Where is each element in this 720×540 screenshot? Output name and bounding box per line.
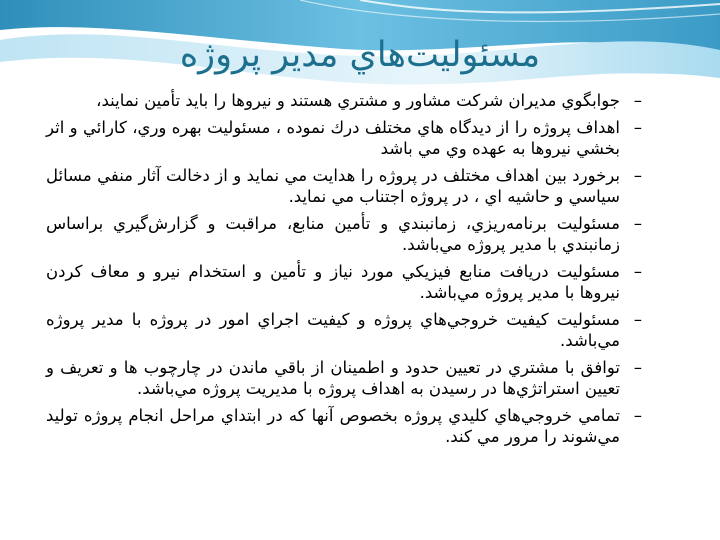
bullet-text: اهداف پروژه را از ديدگاه هاي مختلف درك نموده ، مسئوليت بهره وري، كارائي و اثر بخشي نيروها به عهده وي مي باشد (46, 117, 620, 158)
slide-title: مسئوليت‌هاي مدير پروژه (179, 35, 541, 75)
bullet-item (46, 213, 642, 256)
bullet-text: مسئوليت دريافت منابع فيزيكي مورد نياز و تأمين و استخدام نيرو و معاف كردن نيروها با مدير پروژه مي‌باشد. (46, 261, 620, 302)
bullet-item (46, 261, 642, 304)
bullet-dash: – (633, 213, 642, 233)
bullet-dash: – (633, 405, 642, 425)
bullet-item (46, 165, 642, 208)
bullet-dash: – (633, 357, 642, 377)
bullet-item (46, 309, 642, 352)
bullet-dash: – (633, 309, 642, 329)
bullet-text: تمامي خروجي‌هاي كليدي پروژه بخصوص آنها كه در ابتداي مراحل انجام پروژه توليد مي‌شوند را مرور مي كند. (46, 405, 620, 446)
bullet-dash: – (633, 91, 642, 110)
bullet-text: توافق با مشتري در تعيين حدود و اطمينان از باقي ماندن در چارچوب ها و تعريف و تعيين استراتژي‌ها در رسيدن به اهداف پروژه با مديريت پروژه مي‌باشد. (46, 357, 620, 398)
bullet-item (46, 405, 642, 448)
bullet-item (46, 90, 642, 112)
bullet-text: برخورد بين اهداف مختلف در پروژه را هدايت مي نمايد و از دخالت آثار منفي مسائل سياسي و حاشيه اي ، در پروژه اجتناب مي نمايد. (46, 165, 620, 206)
bullet-dash: – (633, 165, 642, 185)
bullet-item (46, 357, 642, 400)
bullet-text: جوابگوي مديران شركت مشاور و مشتري هستند و نيروها را بايد تأمين نمايند، (96, 91, 620, 110)
bullet-list (46, 90, 642, 453)
bullet-dash: – (633, 117, 642, 137)
bullet-item (46, 117, 642, 160)
bullet-dash: – (633, 261, 642, 281)
bullet-text: مسئوليت برنامه‌ريزي، زمانبندي و تأمين منابع، مراقبت و گزارش‌گيري براساس زمانبندي با مدير پروژه مي‌باشد. (46, 213, 620, 254)
bullet-text: مسئوليت كيفيت خروجي‌هاي پروژه و كيفيت اجراي امور در پروژه با مدير پروژه مي‌باشد. (46, 309, 620, 350)
